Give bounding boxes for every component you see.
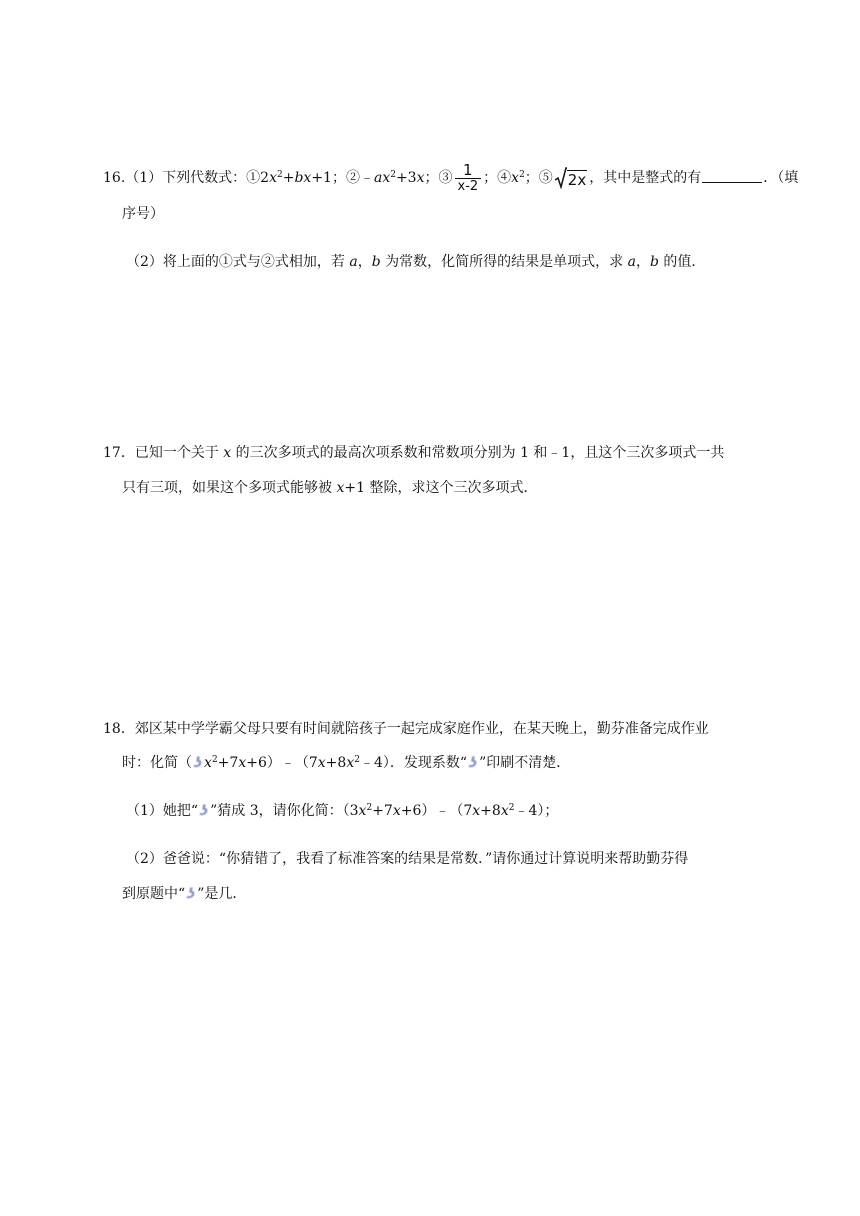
q17-line1: 17．已知一个关于 x 的三次多项式的最高次项系数和常数项分别为 1 和﹣1，且这个三次多项式一共: [103, 445, 725, 461]
q16-part2: （2）将上面的①式与②式相加，若 a，b 为常数，化简所得的结果是单项式，求 a，b 的值．: [126, 254, 706, 270]
blurred-coefficient-mark: ʖ: [192, 755, 204, 771]
blurred-coefficient-mark: ʖ: [198, 803, 210, 819]
radical-sign-icon: [555, 167, 567, 189]
q16-line2: 序号）: [122, 206, 164, 222]
blurred-coefficient-mark: ʖ: [185, 886, 197, 902]
q16-line1: 16.（1）下列代数式：$①2x^2+bx+1$；$②﹣ax^2+3x$；③ $\frac{1}{x-2}$ ；$④x^2$；⑤ 2x ，其中是整式的有 ．（填: [103, 161, 799, 194]
q18-part2-line2: 到原题中“ʖ”是几．: [122, 886, 247, 902]
q17-line2: 只有三项，如果这个多项式能够被 x+1 整除，求这个三次多项式．: [122, 480, 538, 496]
answer-blank[interactable]: [702, 169, 762, 183]
square-root-expression: 2x: [555, 167, 587, 189]
blurred-coefficient-mark: ʖ: [467, 755, 479, 771]
q18-part1: （1）她把“ʖ”猜成 3，请你化简：$(3x^2+7x+6)﹣(7x+8x^2﹣4)$；: [126, 803, 559, 819]
q18-line1: 18．郊区某中学学霸父母只要有时间就陪孩子一起完成家庭作业，在某天晚上，勤芬准备完成作业: [103, 721, 709, 737]
q18-part2-line1: （2）爸爸说：“你猜错了，我看了标准答案的结果是常数．”请你通过计算说明来帮助勤芬得: [126, 851, 689, 867]
fraction-expression: $\frac{1}{x-2}$: [455, 162, 482, 194]
q18-line2: 时：化简$(ʖx^2+7x+6)﹣(7x+8x^2﹣4)$．发现系数“ʖ”印刷不清楚．: [122, 755, 571, 771]
